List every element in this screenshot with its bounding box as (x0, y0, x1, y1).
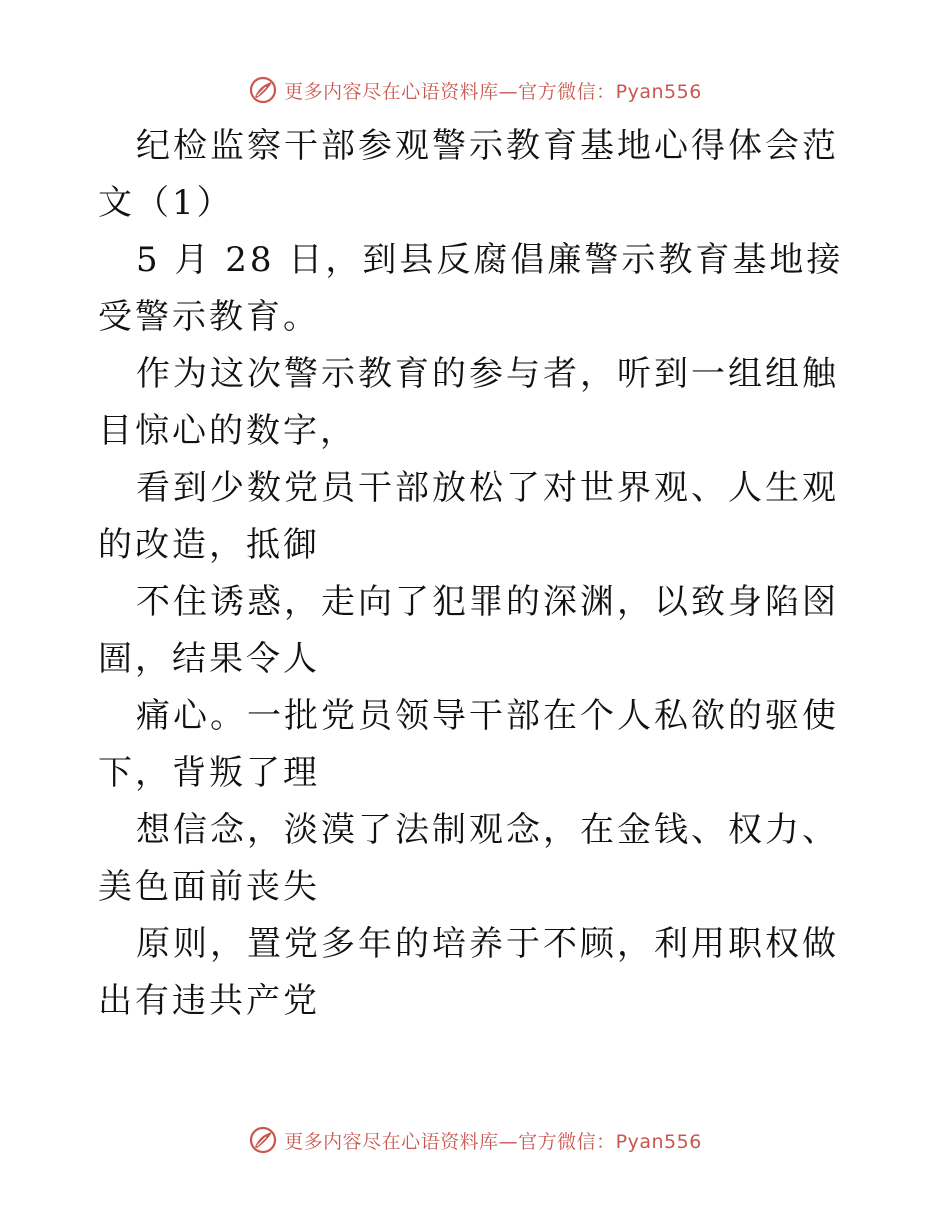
paragraph-6: 想信念，淡漠了法制观念，在金钱、权力、美色面前丧失 (98, 810, 839, 907)
leaf-pen-logo-icon (248, 1125, 278, 1155)
header-banner (0, 70, 950, 110)
document-title: 纪检监察干部参观警示教育基地心得体会范文（1） (98, 126, 839, 223)
footer-banner (0, 1120, 950, 1160)
footer-banner-text: 更多内容尽在心语资料库—官方微信：Pyan556 (284, 1130, 702, 1153)
paragraph-7: 原则，置党多年的培养于不顾，利用职权做出有违共产党 (98, 924, 839, 1021)
paragraph-2: 作为这次警示教育的参与者，听到一组组触目惊心的数字， (98, 354, 839, 451)
document-body (98, 118, 858, 1030)
paragraph-3: 看到少数党员干部放松了对世界观、人生观的改造，抵御 (98, 468, 839, 565)
paragraph-4: 不住诱惑，走向了犯罪的深渊，以致身陷囹圄，结果令人 (98, 582, 839, 679)
paragraph-1: 5 月 28 日，到县反腐倡廉警示教育基地接受警示教育。 (98, 240, 844, 337)
header-banner-text: 更多内容尽在心语资料库—官方微信：Pyan556 (284, 80, 702, 103)
paragraph-5: 痛心。一批党员领导干部在个人私欲的驱使下，背叛了理 (98, 696, 839, 793)
leaf-pen-logo-icon (248, 75, 278, 105)
